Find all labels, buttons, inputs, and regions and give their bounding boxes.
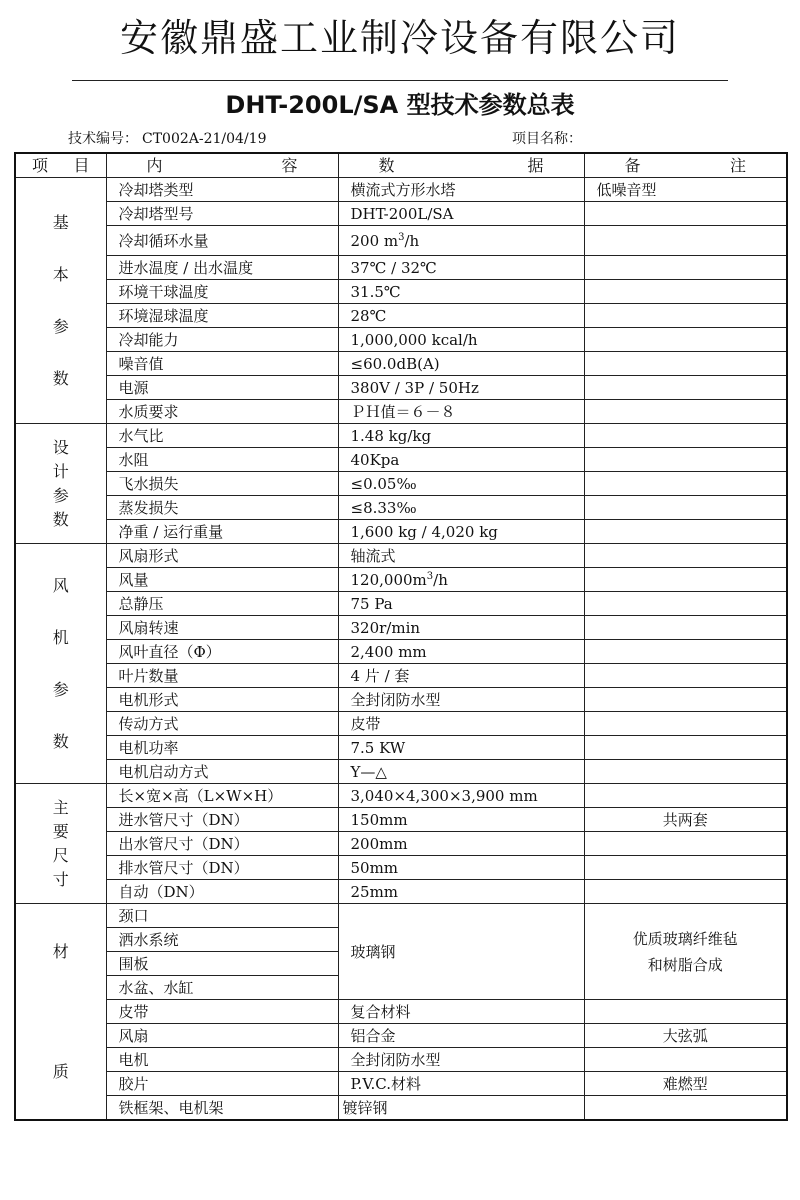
merged-material-note: 优质玻璃纤维毡 和树脂合成 (584, 904, 787, 1000)
group-material-label: 材 质 (15, 904, 106, 1121)
table-row (15, 856, 787, 880)
table-row (15, 664, 787, 688)
table-row (15, 592, 787, 616)
row-name: 胶片 (106, 1072, 338, 1096)
row-note (584, 568, 787, 592)
row-name: 冷却能力 (106, 328, 338, 352)
row-name: 长×宽×高（L×W×H） (106, 784, 338, 808)
table-row (15, 832, 787, 856)
project-name (512, 130, 582, 148)
header-item: 项 目 (15, 153, 106, 178)
table-row (15, 280, 787, 304)
row-value: ＰＨ值＝６－８ (338, 400, 584, 424)
row-value: DHT-200L/SA (338, 202, 584, 226)
row-note: 低噪音型 (584, 178, 787, 202)
row-value: 75 Pa (338, 592, 584, 616)
row-note (584, 712, 787, 736)
row-name: 水盆、水缸 (106, 976, 338, 1000)
row-note (584, 640, 787, 664)
row-note (584, 256, 787, 280)
row-note (584, 736, 787, 760)
row-note (584, 280, 787, 304)
row-note (584, 880, 787, 904)
table-row (15, 688, 787, 712)
row-value: P.V.C.材料 (338, 1072, 584, 1096)
tech-number-label: 技术编号： (68, 131, 138, 147)
row-note: 大弦弧 (584, 1024, 787, 1048)
row-note (584, 592, 787, 616)
row-note (584, 1000, 787, 1024)
row-name: 电机 (106, 1048, 338, 1072)
table-row (15, 520, 787, 544)
row-value: 1.48 kg/kg (338, 424, 584, 448)
table-row (15, 178, 787, 202)
row-name: 排水管尺寸（DN） (106, 856, 338, 880)
table-row (15, 760, 787, 784)
row-name: 洒水系统 (106, 928, 338, 952)
row-note: 难燃型 (584, 1072, 787, 1096)
header-data: 数 据 (338, 153, 584, 178)
row-value: 200mm (338, 832, 584, 856)
row-value: 铝合金 (338, 1024, 584, 1048)
row-value: 200 $m^3/h$ (338, 226, 584, 256)
row-name: 水气比 (106, 424, 338, 448)
spec-table (14, 152, 788, 1121)
table-header-row (15, 153, 787, 178)
row-note (584, 448, 787, 472)
row-name: 叶片数量 (106, 664, 338, 688)
table-row (15, 1000, 787, 1024)
row-value: 2,400 mm (338, 640, 584, 664)
table-row (15, 424, 787, 448)
row-note (584, 472, 787, 496)
row-value: ≤8.33‰ (338, 496, 584, 520)
row-name: 风扇转速 (106, 616, 338, 640)
row-name: 冷却塔类型 (106, 178, 338, 202)
table-row (15, 1072, 787, 1096)
row-value: 轴流式 (338, 544, 584, 568)
row-value: 1,000,000 kcal/h (338, 328, 584, 352)
row-name: 自动（DN） (106, 880, 338, 904)
row-name: 环境干球温度 (106, 280, 338, 304)
row-value: 镀锌钢 (338, 1096, 584, 1121)
table-row (15, 808, 787, 832)
row-name: 水阻 (106, 448, 338, 472)
document-title: DHT-200L/SA 型技术参数总表 (225, 91, 575, 119)
row-value: 40Kpa (338, 448, 584, 472)
table-row (15, 1024, 787, 1048)
row-note (584, 616, 787, 640)
row-name: 风扇 (106, 1024, 338, 1048)
table-row (15, 226, 787, 256)
table-row (15, 640, 787, 664)
row-value: 横流式方形水塔 (338, 178, 584, 202)
table-row (15, 202, 787, 226)
row-name: 电机功率 (106, 736, 338, 760)
row-value: 320r/min (338, 616, 584, 640)
row-note (584, 226, 787, 256)
row-note (584, 352, 787, 376)
row-value: 28℃ (338, 304, 584, 328)
row-note (584, 1048, 787, 1072)
row-value: 1,600 kg / 4,020 kg (338, 520, 584, 544)
row-name: 电机启动方式 (106, 760, 338, 784)
row-name: 冷却塔型号 (106, 202, 338, 226)
row-name: 环境湿球温度 (106, 304, 338, 328)
company-name: 安徽鼎盛工业制冷设备有限公司 (119, 16, 680, 60)
row-note (584, 760, 787, 784)
row-note (584, 202, 787, 226)
row-name: 风扇形式 (106, 544, 338, 568)
project-name-label: 项目名称： (512, 131, 582, 147)
row-name: 电源 (106, 376, 338, 400)
row-value: ≤60.0dB(A) (338, 352, 584, 376)
table-row (15, 256, 787, 280)
row-name: 飞水损失 (106, 472, 338, 496)
row-note (584, 376, 787, 400)
header-note: 备 注 (584, 153, 787, 178)
merged-material-value: 玻璃钢 (338, 904, 584, 1000)
tech-number-value: CT002A-21/04/19 (142, 131, 267, 147)
row-name: 铁框架、电机架 (106, 1096, 338, 1121)
table-row (15, 496, 787, 520)
row-note (584, 1096, 787, 1121)
row-value: 全封闭防水型 (338, 1048, 584, 1072)
table-row (15, 472, 787, 496)
row-name: 风叶直径（Φ） (106, 640, 338, 664)
table-row (15, 904, 787, 928)
table-row (15, 328, 787, 352)
row-note (584, 832, 787, 856)
table-row (15, 544, 787, 568)
table-row (15, 400, 787, 424)
row-name: 冷却循环水量 (106, 226, 338, 256)
row-name: 净重 / 运行重量 (106, 520, 338, 544)
row-value: Y—△ (338, 760, 584, 784)
row-name: 水质要求 (106, 400, 338, 424)
row-value: 150mm (338, 808, 584, 832)
row-name: 蒸发损失 (106, 496, 338, 520)
row-name: 风量 (106, 568, 338, 592)
row-value: ≤0.05‰ (338, 472, 584, 496)
row-value: 380V / 3P / 50Hz (338, 376, 584, 400)
row-value: 4 片 / 套 (338, 664, 584, 688)
table-row (15, 1048, 787, 1072)
row-value: 皮带 (338, 712, 584, 736)
row-value: 25mm (338, 880, 584, 904)
table-row (15, 448, 787, 472)
row-value: 7.5 KW (338, 736, 584, 760)
tech-number (68, 130, 267, 148)
row-name: 出水管尺寸（DN） (106, 832, 338, 856)
table-row (15, 712, 787, 736)
row-name: 进水温度 / 出水温度 (106, 256, 338, 280)
group-fan-label: 风 机 参 数 (15, 544, 106, 784)
row-note (584, 856, 787, 880)
row-note: 共两套 (584, 808, 787, 832)
row-note (584, 328, 787, 352)
group-design-label: 设 计 参 数 (15, 424, 106, 544)
row-name: 围板 (106, 952, 338, 976)
row-value: 31.5℃ (338, 280, 584, 304)
row-note (584, 544, 787, 568)
row-note (584, 520, 787, 544)
row-name: 皮带 (106, 1000, 338, 1024)
row-note (584, 688, 787, 712)
row-name: 噪音值 (106, 352, 338, 376)
row-value: 复合材料 (338, 1000, 584, 1024)
row-note (584, 496, 787, 520)
table-row (15, 1096, 787, 1121)
row-name: 电机形式 (106, 688, 338, 712)
row-note (584, 400, 787, 424)
row-name: 颈口 (106, 904, 338, 928)
row-value: 37℃ / 32℃ (338, 256, 584, 280)
table-row (15, 304, 787, 328)
table-row (15, 376, 787, 400)
table-row (15, 616, 787, 640)
row-value: $120,000m^3/h$ (338, 568, 584, 592)
table-row (15, 784, 787, 808)
row-note (584, 304, 787, 328)
table-row (15, 568, 787, 592)
header-divider (72, 80, 728, 81)
row-name: 进水管尺寸（DN） (106, 808, 338, 832)
table-row (15, 880, 787, 904)
row-note (584, 424, 787, 448)
row-value: 全封闭防水型 (338, 688, 584, 712)
group-basic-label: 基 本 参 数 (15, 178, 106, 424)
row-note (584, 664, 787, 688)
row-name: 总静压 (106, 592, 338, 616)
table-row (15, 736, 787, 760)
row-name: 传动方式 (106, 712, 338, 736)
header-content: 内 容 (106, 153, 338, 178)
group-size-label: 主 要 尺 寸 (15, 784, 106, 904)
row-value: 3,040×4,300×3,900 mm (338, 784, 584, 808)
row-note (584, 784, 787, 808)
table-row (15, 352, 787, 376)
row-value: 50mm (338, 856, 584, 880)
